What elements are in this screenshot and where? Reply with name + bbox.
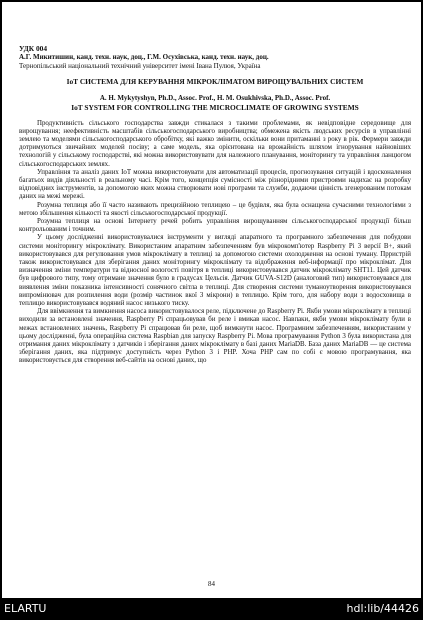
udk-code: УДК 004 <box>19 44 48 53</box>
paragraph: Розумна теплиця на основі Інтернету речей робить управління вирощуванням сільськогосподарської продукції більш контрольованим і точним. <box>19 217 411 234</box>
title-en: IoT SYSTEM FOR CONTROLLING THE MICROCLIMATE OF GROWING SYSTEMS <box>71 102 359 112</box>
paragraph: Продуктивність сільського господарства завжди стикалася з такими проблемами, як невідповідне середовище для вирощування; неефективність масштабів сільськогосподарського виробництва; обмежена якість людських ресурсів в управлінні землею та моделями сільськогосподарського обробітку, які важко змінити, оскільки вони притаманні з року в рік. Фермери завжди дотримуються звичайних моделей посіву; а саме модель, яка орієнтована на врожайність шляхом ігнорування найновіших технологій у сільському господарстві, які можна використовувати для належного планування, моніторингу та управління ланцюгом сільськогосподарських землях. <box>19 119 411 168</box>
institution: Тернопільський національний технічний університет імені Івана Пулюя, Україна <box>19 61 261 70</box>
paragraph: У цьому дослідженні використовувалися інструменти у вигляді апаратного та програмного забезпечення для побудови системи моніторингу мікроклімату. Використаним апаратним забезпеченням був мікрокомп'ютер Raspberry Pi 3 версії B+, який використовувався для регулювання умов мікроклімату в теплиці за допомогою системи охолодження на основі туману. Прристрій також використовувався для зберігання даних моніторингу мікроклімату та відображення веб-інформації про мікроклімат. Для визначення зміни температури та відносної вологості повітря в теплиці використовувався датчик мікроклімату SHT11. Цей датчик був цифрового типу, тому отримане значення було в градусах Цельсія. Датчик GUVA-S12D (аналоговий тип) використовувався для виявлення зміни показника інтенсивності сонячного світла в теплиці. Для створення системи туманоутворення використовувався випромінювач для розпилення води (розмір частинок вкої 3 мікрони) в теплицю. Крім того, для набору води з водосховища в теплицю використовувався водяний насос низького тиску. <box>19 234 411 307</box>
authors-ua: А.Г. Микитишин, канд. техн. наук, доц., Г.М. Осухівська, канд. техн. наук, доц. <box>19 53 269 61</box>
footer-handle: hdl:lib/44426 <box>346 602 419 615</box>
page-number: 84 <box>208 580 215 588</box>
page-content <box>19 44 411 366</box>
repository-footer <box>0 598 423 620</box>
footer-repository-name: ELARTU <box>4 602 47 615</box>
authors-en: A. H. Mykytyshyn, Ph.D., Assoc. Prof., H. M. Osukhivska, Ph.D., Assoc. Prof. <box>99 94 331 102</box>
article-body <box>19 120 411 366</box>
paragraph: Для ввімкнення та вимкнення насоса використовувалося реле, підключене до Raspberry Pi. Якби умови мікроклімату в теплиці виходили за встановлені значення, Raspberry Pi спрацьовував би реле і вмикав насос. Навпаки, якби умови мікроклімату були в межах встановлених значень, Raspberry Pi спрацював би реле, щоб вимкнути насос. Програмним забезпеченням, використаним у цьому дослідженні, була операційна система Raspbian для запуску Raspberry Pi. Мова програмування Python 3 була використана для отримання даних мікроклімату з датчиків і зберігання даних мікроклімату в базі даних MariaDB. База даних MariaDB — це система зберігання даних, яка підтримує доступність через Python 3 і PHP. Хоча PHP сам по собі є мовою програмування, яка використовується для створення веб-сайтів на основі даних, що <box>19 308 411 365</box>
paragraph: Управління та аналіз даних IoT можна використовувати для автоматизації процесів, прогнозування ситуацій і вдосконалення багатьох видів діяльності в реальному часі. Крім того, концепція сумісності між різнорідними пристроями надихає на розробку відповідних інструментів, за допомогою яких можна створювати нові програми та служби, додаючи цінність згенерованим потокам даних на межі мережі. <box>19 168 411 201</box>
document-page <box>2 2 421 598</box>
paragraph: Розумна теплиця або її часто називають прецизійною теплицею – це будівля, яка була оснащена сучасними технологіями з метою збільшення кількості та якості сільськогосподарської продукції. <box>19 201 411 217</box>
title-ua: IoT СИСТЕМА ДЛЯ КЕРУВАННЯ МІКРОКЛІМАТОМ ВИРОЩУВАЛЬНИХ СИСТЕМ <box>66 77 364 86</box>
